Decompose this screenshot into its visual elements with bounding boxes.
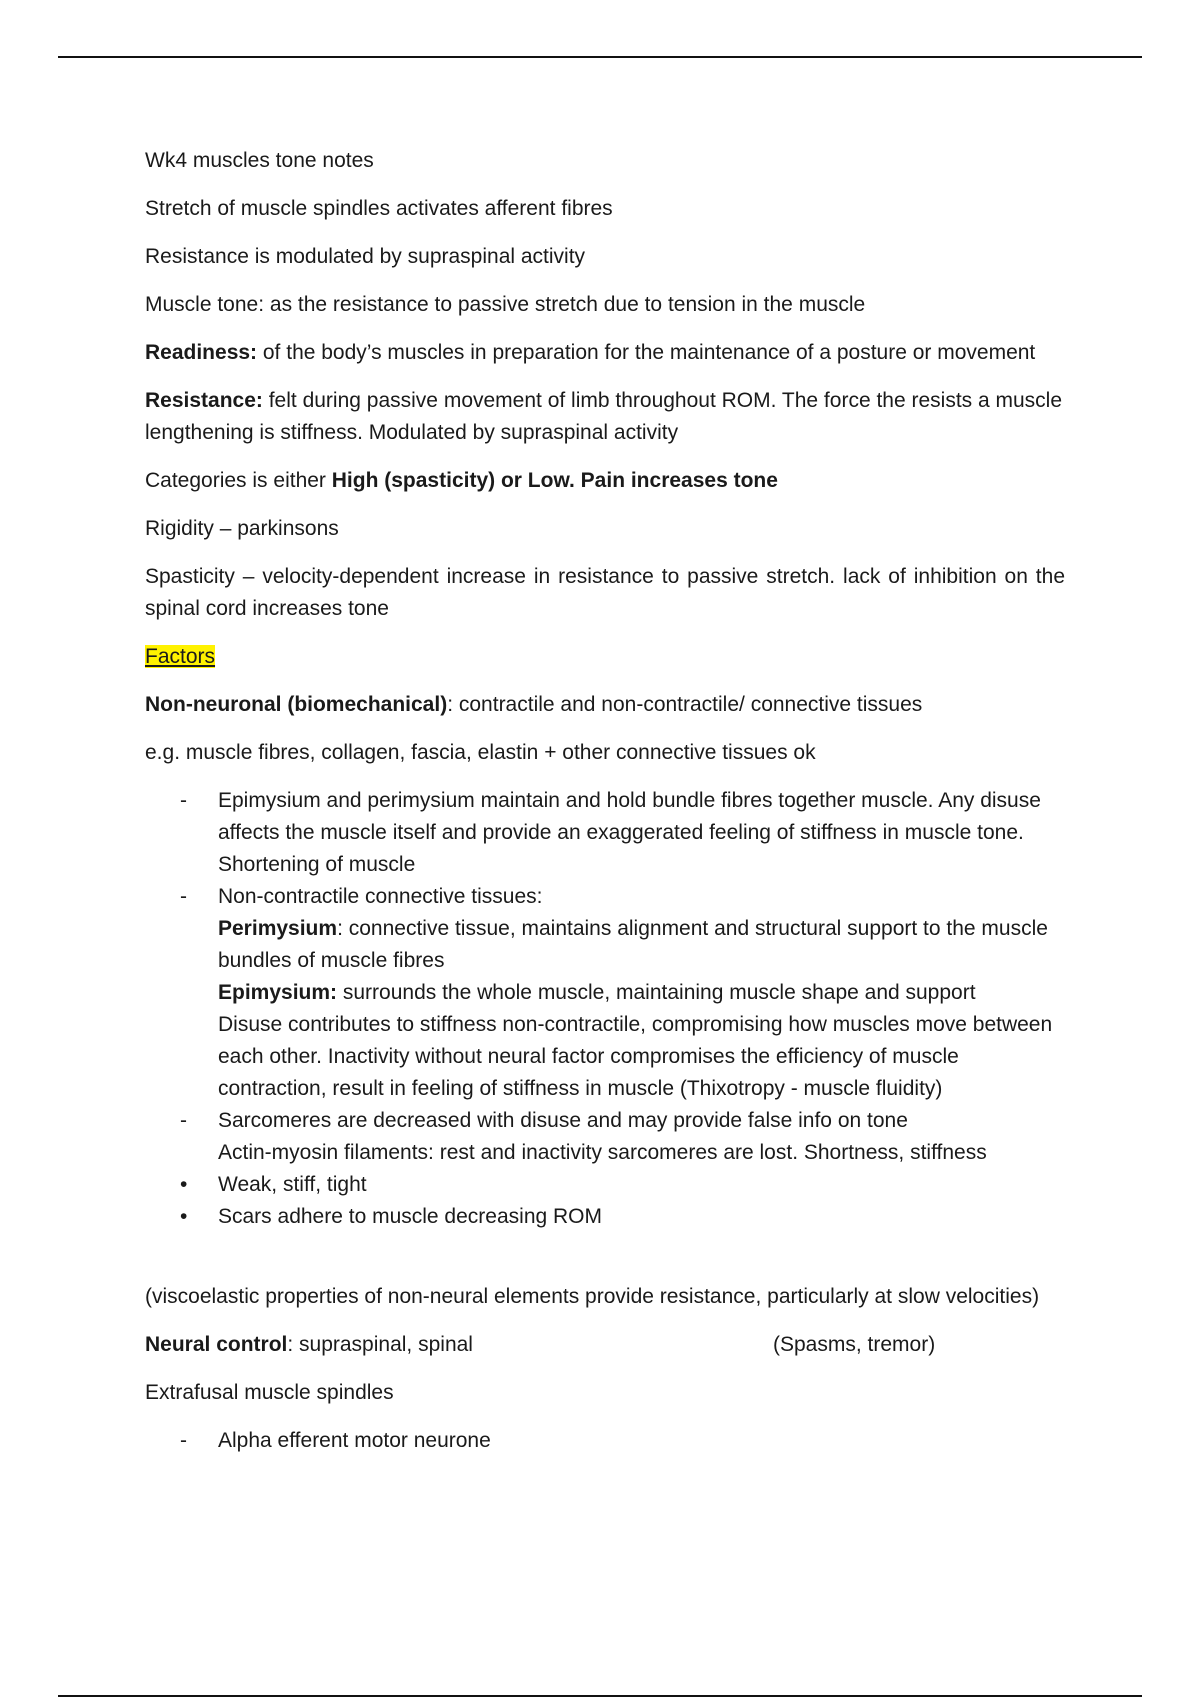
neural-control-aside: (Spasms, tremor): [773, 1333, 936, 1356]
paragraph-neural-control: [145, 1329, 1065, 1361]
perimysium-text: : connective tissue, maintains alignment and structural support to the muscle bundles of muscle fibres: [218, 917, 1048, 972]
neural-list: [145, 1425, 1065, 1457]
paragraph-extrafusal: Extrafusal muscle spindles: [145, 1381, 394, 1404]
bullet-marker: •: [180, 1173, 188, 1196]
epimysium-label: Epimysium:: [218, 981, 338, 1004]
paragraph-viscoelastic: (viscoelastic properties of non-neural elements provide resistance, particularly at slow velocities): [145, 1285, 1040, 1308]
list-item: [145, 1425, 1065, 1457]
neural-control-label: Neural control: [145, 1333, 288, 1356]
readiness-label: Readiness:: [145, 341, 258, 364]
list-item: [145, 1201, 1065, 1233]
perimysium-line: [218, 913, 1065, 977]
perimysium-label: Perimysium: [218, 917, 338, 940]
actin-myosin-text: Actin-myosin filaments: rest and inactivity sarcomeres are lost. Shortness, stiffness: [218, 1141, 987, 1164]
categories-bold: High (spasticity) or Low. Pain increases tone: [331, 469, 778, 492]
dash-marker: -: [180, 789, 187, 812]
dash-marker: -: [180, 1429, 187, 1452]
factors-list: [145, 785, 1065, 1233]
paragraph-readiness: [145, 337, 1065, 369]
resistance-text: felt during passive movement of limb throughout ROM. The force the resists a muscle lengthening is stiffness. Modulated by supraspinal activity: [145, 389, 1063, 444]
non-neuronal-label: Non-neuronal (biomechanical): [145, 693, 448, 716]
paragraph-rigidity: Rigidity – parkinsons: [145, 517, 339, 540]
paragraph-resistance: [145, 385, 1065, 449]
paragraph-example: e.g. muscle fibres, collagen, fascia, elastin + other connective tissues ok: [145, 741, 816, 764]
list-item: [145, 785, 1065, 881]
paragraph-supraspinal: Resistance is modulated by supraspinal activity: [145, 245, 586, 268]
header-rule: [58, 56, 1142, 58]
readiness-text: of the body’s muscles in preparation for the maintenance of a posture or movement: [257, 341, 1036, 364]
list-item-text: Epimysium and perimysium maintain and hold bundle fibres together muscle. Any disuse affects the muscle itself and provide an exaggerated feeling of stiffness in muscle tone. Shortening of muscle: [218, 789, 1041, 876]
document-title: Wk4 muscles tone notes: [145, 149, 374, 172]
resistance-label: Resistance:: [145, 389, 263, 412]
sarcomeres-text: Sarcomeres are decreased with disuse and may provide false info on tone: [218, 1109, 908, 1132]
list-item: [145, 881, 1065, 1105]
list-item: [145, 1169, 1065, 1201]
footer-rule: [58, 1695, 1142, 1697]
dash-marker: -: [180, 1109, 187, 1132]
epimysium-text: surrounds the whole muscle, maintaining muscle shape and support: [337, 981, 976, 1004]
epimysium-line: [218, 977, 1065, 1009]
factors-heading: Factors: [145, 645, 216, 668]
dash-marker: -: [180, 885, 187, 908]
list-item: [145, 1105, 1065, 1169]
list-item-text: Scars adhere to muscle decreasing ROM: [218, 1205, 602, 1228]
non-neuronal-text: : contractile and non-contractile/ connective tissues: [447, 693, 923, 716]
categories-prefix: Categories is either: [145, 469, 332, 492]
list-item-intro: Non-contractile connective tissues:: [218, 885, 543, 908]
neural-control-text: : supraspinal, spinal: [287, 1333, 473, 1356]
paragraph-non-neuronal: [145, 689, 1065, 721]
bullet-marker: •: [180, 1205, 188, 1228]
list-item-text: Alpha efferent motor neurone: [218, 1429, 491, 1452]
disuse-text: Disuse contributes to stiffness non-contractile, compromising how muscles move between each other. Inactivity without neural factor compromises the efficiency of muscle contraction, result in feeling of stiffness in muscle (Thixotropy - muscle fluidity): [218, 1013, 1053, 1100]
factors-heading-row: [145, 641, 1065, 673]
paragraph-spindles: Stretch of muscle spindles activates afferent fibres: [145, 197, 613, 220]
document-body: [145, 145, 1065, 1457]
paragraph-spasticity: Spasticity – velocity-dependent increase in resistance to passive stretch. lack of inhibition on the spinal cord increases tone: [145, 565, 1065, 620]
spacer: [145, 1233, 1065, 1281]
paragraph-muscle-tone: Muscle tone: as the resistance to passive stretch due to tension in the muscle: [145, 293, 866, 316]
paragraph-categories: [145, 465, 1065, 497]
list-item-text: Weak, stiff, tight: [218, 1173, 367, 1196]
